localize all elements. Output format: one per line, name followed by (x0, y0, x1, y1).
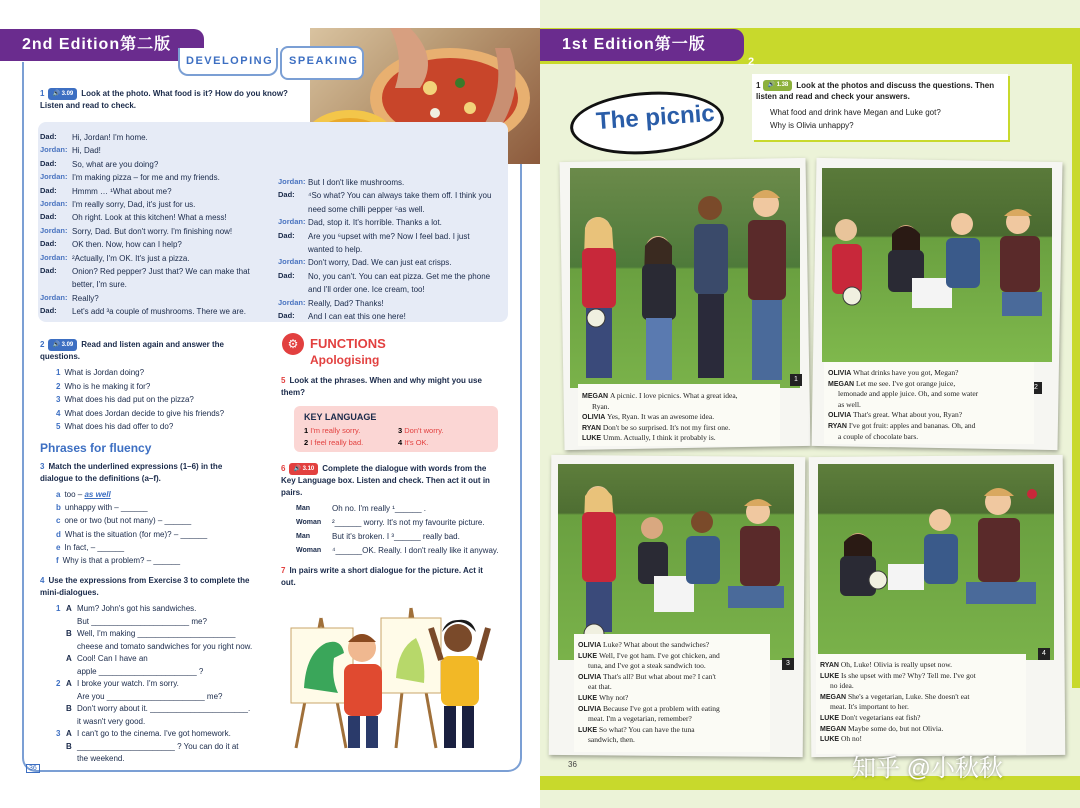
caption-line (582, 391, 738, 402)
definition-item (56, 555, 180, 566)
definition-letter: b (56, 503, 61, 513)
caption-text: lemonade and apple juice. Oh, and some water (838, 389, 979, 399)
definition-item (56, 502, 148, 513)
dialogue-speaker: Jordan: (40, 292, 68, 302)
caption-line (578, 704, 720, 715)
edition-tab-2nd: 2nd Edition第二版 (0, 29, 204, 61)
question-text: What does his dad put on the pizza? (64, 395, 194, 404)
dialogue-line: and I'll order one. Ice cream, too! (308, 285, 425, 295)
caption-text: sandwich, then. (588, 735, 635, 745)
dialogue-line: better, I'm sure. (72, 280, 127, 290)
mini-dialogue-line: Well, I'm making ______________________ (77, 629, 236, 638)
dialogue-speaker: Woman (296, 519, 322, 526)
dialogue-line: I'm really sorry, Dad, it's just for us. (72, 200, 196, 209)
caption-line (578, 640, 709, 651)
dialogue-speaker: Dad: (40, 239, 57, 249)
mini-dialogue-number: 3 (56, 729, 61, 738)
dialogue-line: Oh right. Look at this kitchen! What a mess! (72, 213, 227, 223)
caption-text: Why not? (599, 693, 629, 702)
definition-item (56, 515, 191, 526)
broken-picture-illustration (286, 598, 501, 753)
caption-text: Don't vegetarians eat fish? (841, 713, 921, 722)
caption-speaker: OLIVIA (582, 414, 608, 422)
audio-icon: 🔊 3.10 (289, 463, 318, 475)
dialogue-line: Let's add ³a couple of mushrooms. There we are. (72, 307, 246, 317)
dialogue-speaker: Dad: (278, 311, 295, 320)
key-language-item: 3 Don't worry. (398, 426, 444, 435)
caption-line (578, 672, 716, 683)
exercise-3: 3 Match the underlined expressions (1–6) in the dialogue to the definitions (a–f). (40, 462, 223, 483)
caption-text: Umm. Actually, I think it probably is. (603, 433, 716, 443)
caption-text: What drinks have you got, Megan? (853, 368, 959, 377)
dialogue-speaker: Jordan: (40, 225, 68, 235)
caption-speaker: LUKE (820, 736, 841, 744)
exercise-1-question: What food and drink have Megan and Luke got? (770, 108, 941, 117)
dialogue-line: No, you can't. You can eat pizza. Get me the phone (308, 271, 491, 281)
caption-line (820, 692, 969, 703)
dialogue-speaker: Dad: (40, 212, 57, 222)
exercise-2: 2 🔊 3.09 Read and listen again and answer the questions. (40, 340, 224, 362)
dialogue-line: ⁴______OK. Really. I don't really like it anyway. (332, 546, 499, 555)
caption-speaker: OLIVIA (828, 370, 854, 377)
functions-title: FUNCTIONS (310, 336, 386, 351)
exercise-1: 1 🔊 1.38 Look at the photos and discuss the questions. Then listen and read and check your answers. (756, 81, 995, 102)
question-number: 3 (56, 395, 61, 404)
dialogue-speaker: Jordan: (40, 252, 68, 262)
photo-number-badge: 1 (790, 374, 802, 386)
definition-item (56, 542, 124, 553)
caption-speaker: RYAN (828, 423, 849, 430)
phrases-for-fluency-title: Phrases for fluency (40, 441, 152, 455)
dialogue-speaker: Jordan: (278, 217, 306, 227)
caption-text: So what? You can have the tuna (599, 724, 695, 734)
caption-speaker: OLIVIA (578, 673, 604, 681)
exercise-7: 7 In pairs write a short dialogue for the picture. Act it out. (281, 566, 483, 587)
key-language-title: KEY LANGUAGE (304, 412, 377, 422)
definition-text: one or two (but not many) – ______ (64, 516, 192, 526)
mini-dialogue-number: 2 (56, 679, 61, 688)
dialogue-speaker: Man (296, 533, 310, 540)
mini-dialogue-line: it wasn't very good. (77, 716, 146, 726)
caption-text: meat. I'm a vegetarian, remember? (588, 714, 692, 724)
mini-dialogue-line: Don't worry about it. ______________________. (77, 704, 251, 713)
dialogue-line: Dad, stop it. It's horrible. Thanks a lot. (308, 218, 442, 228)
definition-item (56, 529, 207, 540)
mini-dialogue-line: I broke your watch. I'm sorry. (77, 679, 179, 688)
caption-text: Well, I've got ham. I've got chicken, and (599, 650, 720, 660)
caption-line (582, 433, 716, 444)
dialogue-line: Really, Dad? Thanks! (308, 298, 384, 308)
dialogue-line: But I don't like mushrooms. (308, 178, 405, 187)
caption-line (578, 682, 612, 692)
caption-line (578, 714, 692, 724)
caption-speaker: LUKE (578, 726, 599, 734)
photo-number-badge: 4 (1038, 648, 1050, 660)
exercise-6: 6 🔊 3.10 Complete the dialogue with words from the Key Language box. Listen and check. Then act it out in pairs. (281, 464, 490, 498)
caption-speaker: MEGAN (582, 393, 610, 400)
mini-dialogue-speaker: A (66, 604, 72, 613)
caption-speaker: RYAN (820, 662, 841, 669)
tab-developing-label: DEVELOPING (186, 55, 274, 67)
caption-text: eat that. (588, 682, 612, 692)
definition-text: unhappy with – ______ (64, 503, 148, 513)
photo-4 (818, 464, 1054, 660)
mini-dialogue-speaker: B (66, 629, 72, 638)
caption-text: Yes, Ryan. It was an awesome idea. (607, 412, 715, 422)
definition-letter: c (56, 516, 61, 526)
dialogue-line: wanted to help. (308, 245, 363, 254)
dialogue-speaker: Dad: (40, 158, 57, 168)
mini-dialogue-number: 1 (56, 604, 61, 613)
caption-line (828, 410, 962, 421)
definition-answer: as well (84, 490, 111, 499)
caption-text: Don't be so surprised. It's not my first one. (602, 422, 731, 432)
definition-text: What is the situation (for me)? – ______ (64, 529, 208, 539)
dialogue-line: Hmmm … ¹What about me? (72, 186, 172, 196)
question-number: 5 (56, 422, 61, 431)
photo-3 (558, 464, 794, 660)
caption-text: Because I've got a problem with eating (603, 703, 720, 713)
question-number: 2 (56, 381, 61, 391)
audio-icon: 🔊 3.09 (48, 339, 77, 351)
photo-1-scene (570, 168, 800, 388)
dialogue-line: But it's broken. I ³______ really bad. (332, 532, 460, 541)
dialogue-line: So, what are you doing? (72, 159, 159, 169)
caption-line (828, 389, 978, 399)
question-number: 1 (56, 368, 61, 377)
dialogue-line: OK then. Now, how can I help? (72, 240, 182, 250)
dialogue-speaker: Jordan: (278, 257, 306, 267)
caption-line (578, 651, 720, 662)
dialogue-speaker: Jordan: (40, 145, 68, 155)
mini-dialogue-line: I can't go to the cinema. I've got homework. (77, 729, 231, 738)
caption-line (582, 402, 609, 412)
mini-dialogue-speaker: B (66, 704, 72, 713)
dialogue-speaker: Dad: (278, 270, 295, 280)
definition-item (56, 489, 111, 500)
dialogue-line: Don't worry, Dad. We can just eat crisps. (308, 258, 452, 268)
caption-line (582, 423, 730, 434)
caption-speaker: MEGAN (828, 380, 856, 388)
caption-text: Is she upset with me? Why? Tell me. I've got (841, 670, 976, 680)
mini-dialogue-speaker: B (66, 741, 72, 751)
key-language-item: 1 I'm really sorry. (304, 426, 361, 435)
caption-line (828, 400, 861, 410)
dialogue-speaker: Dad: (40, 266, 57, 275)
question-number: 4 (56, 408, 61, 418)
tab-speaking-label: SPEAKING (289, 55, 359, 67)
dialogue-line: I'm making pizza – for me and my friends. (72, 173, 220, 183)
caption-text: Luke? What about the sandwiches? (603, 640, 710, 649)
dialogue-line: ²Actually, I'm OK. It's just a pizza. (72, 253, 190, 263)
right-page-1st-edition (540, 0, 1080, 808)
audio-icon: 🔊 3.09 (48, 88, 77, 100)
question-item (56, 421, 173, 432)
question-text: What does his dad offer to do? (64, 422, 174, 431)
dialogue-speaker: Dad: (278, 190, 295, 200)
caption-text: Ryan. (592, 401, 610, 411)
dialogue-line: Hi, Jordan! I'm home. (72, 133, 148, 142)
caption-text: That's great. What about you, Ryan? (853, 410, 963, 420)
dialogue-speaker: Dad: (40, 306, 57, 316)
dialogue-line: ²______ worry. It's not my favourite picture. (332, 518, 485, 527)
question-item (56, 367, 144, 378)
question-item (56, 381, 150, 392)
caption-speaker: LUKE (582, 435, 603, 443)
mini-dialogue-line: But ______________________ me? (77, 616, 207, 626)
caption-line (820, 702, 909, 712)
question-text: What is Jordan doing? (64, 368, 145, 377)
mini-dialogue-line: ______________________ ? You can do it at (77, 741, 239, 751)
dialogue-line: Hi, Dad! (72, 146, 101, 156)
dialogue-speaker: Jordan: (40, 172, 68, 182)
dialogue-line: ⁴So what? You can always take them off. I think you (308, 191, 492, 201)
page-number: 36 (568, 760, 577, 769)
caption-text: Maybe some do, but not Olivia. (848, 723, 944, 733)
definition-letter: d (56, 529, 61, 539)
dialogue-speaker: Woman (296, 547, 322, 554)
definition-letter: f (56, 556, 59, 565)
watermark: 知乎 @小秋秋 (852, 755, 1004, 782)
question-text: What does Jordan decide to give his friends? (64, 408, 225, 418)
dialogue-speaker: Jordan: (278, 177, 306, 186)
caption-text: meat. It's important to her. (830, 702, 909, 712)
dialogue-line: need some chilli pepper ⁵as well. (308, 204, 425, 214)
caption-speaker: OLIVIA (828, 412, 854, 420)
dialogue-line: Oh no. I'm really ¹______ . (332, 504, 427, 513)
caption-text: as well. (838, 399, 861, 409)
caption-line (820, 734, 862, 745)
question-text: Who is he making it for? (64, 381, 151, 391)
caption-text: I've got fruit: apples and bananas. Oh, and (848, 421, 976, 430)
caption-line (820, 671, 976, 682)
dialogue-line: Onion? Red pepper? Just that? We can make that (72, 267, 250, 276)
dialogue-line: Really? (72, 293, 99, 303)
caption-speaker: LUKE (820, 715, 841, 722)
exercise-1-question: Why is Olivia unhappy? (770, 121, 854, 130)
definition-text: too – (64, 490, 85, 499)
caption-line (578, 661, 706, 671)
photo-2-scene (822, 168, 1052, 362)
photo-2 (822, 168, 1052, 362)
mini-dialogue-line: Are you ______________________ me? (77, 691, 223, 701)
caption-text: A picnic. I love picnics. What a great idea, (610, 391, 738, 400)
caption-text: a couple of chocolate bars. (838, 431, 919, 441)
exercise-1: 1 🔊 3.09 Look at the photo. What food is it? How do you know? Listen and read to check. (40, 89, 288, 111)
caption-text: That's all? But what about me? I can't (603, 671, 716, 681)
caption-text: no idea. (830, 681, 854, 691)
caption-text: Oh no! (841, 734, 863, 744)
caption-text: Oh, Luke! Olivia is really upset now. (840, 660, 953, 669)
exercise-4: 4 Use the expressions from Exercise 3 to complete the mini-dialogues. (40, 576, 250, 597)
caption-speaker: LUKE (820, 672, 841, 680)
photo-4-scene (818, 464, 1054, 660)
dialogue-speaker: Dad: (40, 185, 57, 195)
page-title: The picnic (595, 99, 716, 136)
caption-line (582, 412, 714, 423)
caption-speaker: LUKE (578, 695, 599, 702)
caption-speaker: RYAN (582, 424, 603, 432)
key-language-item: 4 It's OK. (398, 438, 429, 447)
mini-dialogue-line: Mum? John's got his sandwiches. (77, 604, 197, 613)
dialogue-speaker: Jordan: (40, 199, 68, 208)
mini-dialogue-speaker: A (66, 729, 72, 738)
caption-speaker: MEGAN (820, 693, 848, 701)
caption-line (578, 693, 628, 704)
right-side-band (1072, 28, 1080, 688)
question-item (56, 408, 224, 419)
definition-letter: a (56, 490, 61, 499)
caption-line (578, 735, 635, 745)
definition-text: Why is that a problem? – ______ (62, 556, 181, 565)
caption-speaker: OLIVIA (578, 642, 604, 649)
caption-line (820, 713, 920, 724)
caption-line (828, 379, 955, 390)
question-item (56, 394, 194, 405)
caption-line (828, 432, 918, 442)
mini-dialogue-line: the weekend. (77, 754, 125, 763)
caption-speaker: LUKE (578, 652, 599, 660)
dialogue-speaker: Jordan: (278, 297, 306, 307)
dialogue-line: Are you ⁶upset with me? Now I feel bad. I just (308, 231, 470, 241)
edition-tab-1st: 1st Edition第一版 (540, 29, 744, 61)
key-language-box (294, 406, 498, 452)
functions-subtitle: Apologising (310, 353, 380, 367)
dialogue-speaker: Man (296, 505, 310, 512)
mini-dialogue-speaker: A (66, 679, 72, 688)
caption-line (828, 368, 958, 379)
photo-1 (570, 168, 800, 388)
key-language-item: 2 I feel really bad. (304, 438, 364, 447)
dialogue-speaker: Dad: (278, 230, 295, 240)
dialogue-speaker: Dad: (40, 132, 57, 141)
caption-line (828, 421, 975, 432)
audio-icon: 🔊 1.38 (763, 80, 792, 91)
photo-number-badge: 3 (782, 658, 794, 670)
definition-text: In fact, – ______ (64, 542, 125, 552)
functions-icon: ⚙ (282, 333, 304, 355)
caption-speaker: MEGAN (820, 725, 848, 733)
definition-letter: e (56, 542, 61, 552)
exercise-5: 5 Look at the phrases. When and why might you use them? (281, 376, 482, 397)
mini-dialogue-line: Cool! Can I have an (77, 654, 148, 663)
photo-number-badge: 2 (1030, 382, 1042, 394)
photo-3-scene (558, 464, 794, 660)
caption-speaker: OLIVIA (578, 705, 604, 713)
mini-dialogue-speaker: A (66, 654, 72, 663)
dialogue-line: And I can eat this one here! (308, 312, 406, 321)
caption-line (820, 724, 943, 735)
unit-number: 2 (748, 56, 755, 68)
caption-line (820, 660, 952, 671)
caption-text: Let me see. I've got orange juice, (856, 378, 956, 388)
caption-line (820, 681, 854, 691)
dialogue-line: Sorry, Dad. But don't worry. I'm finishing now! (72, 226, 233, 236)
caption-text: She's a vegetarian, Luke. She doesn't eat (848, 691, 970, 701)
mini-dialogue-line: apple ______________________ ? (77, 666, 204, 676)
mini-dialogue-line: cheese and tomato sandwiches for you right now. (77, 641, 253, 651)
page-number: 36 (26, 764, 40, 773)
caption-line (578, 725, 695, 736)
caption-text: tuna, and I've got a steak sandwich too. (588, 661, 706, 671)
